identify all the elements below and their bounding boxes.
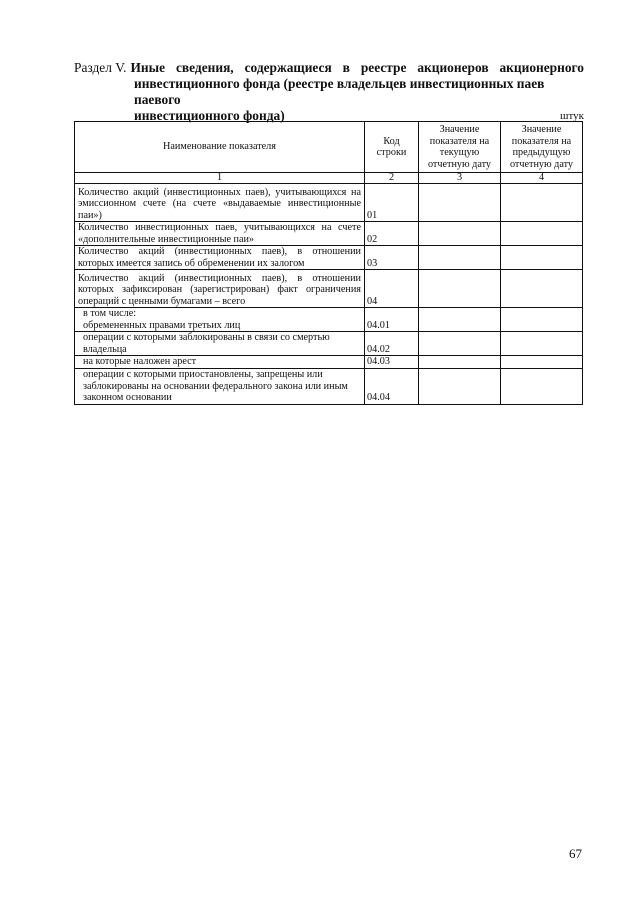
header-code: Код строки <box>365 122 419 173</box>
row-current-value <box>419 222 501 246</box>
row-current-value <box>419 356 501 369</box>
header-current: Значение показателя на текущую отчетную дату <box>419 122 501 173</box>
row-code: 04.03 <box>365 356 419 369</box>
column-number: 3 <box>419 173 501 184</box>
row-name: Количество акций (инвестиционных паев), учитывающихся на эмиссионном счете (на счете «выдаваемые инвестиционные паи») <box>75 184 365 222</box>
column-number: 2 <box>365 173 419 184</box>
header-previous: Значение показателя на предыдущую отчетную дату <box>501 122 583 173</box>
table-row <box>75 308 583 332</box>
page-number: 67 <box>569 846 582 861</box>
row-previous-value <box>501 308 583 332</box>
column-numbers-row <box>75 173 583 184</box>
row-previous-value <box>501 356 583 369</box>
row-previous-value <box>501 246 583 270</box>
row-code: 04.01 <box>365 308 419 332</box>
section-title-line3: инвестиционного фонда) <box>134 108 285 123</box>
section-label: Раздел V. <box>74 60 127 75</box>
row-current-value <box>419 184 501 222</box>
row-code: 04.02 <box>365 332 419 356</box>
row-name: Количество акций (инвестиционных паев), в отношении которых имеется запись об обременении их залогом <box>75 246 365 270</box>
table-row <box>75 332 583 356</box>
row-name: Количество инвестиционных паев, учитывающихся на счете «дополнительные инвестиционные паи» <box>75 222 365 246</box>
table-row <box>75 270 583 308</box>
table-row <box>75 222 583 246</box>
row-code: 04.04 <box>365 368 419 404</box>
header-name: Наименование показателя <box>75 122 365 173</box>
row-name: Количество акций (инвестиционных паев), в отношении которых зафиксирован (зарегистрирован) факт ограничения операций с ценными бумагами – всего <box>75 270 365 308</box>
column-number: 1 <box>75 173 365 184</box>
row-previous-value <box>501 222 583 246</box>
table-row <box>75 356 583 369</box>
row-previous-value <box>501 270 583 308</box>
table-row <box>75 246 583 270</box>
indicators-table <box>74 121 583 405</box>
row-current-value <box>419 246 501 270</box>
row-current-value <box>419 368 501 404</box>
column-number: 4 <box>501 173 583 184</box>
row-previous-value <box>501 332 583 356</box>
table-row <box>75 184 583 222</box>
row-code: 04 <box>365 270 419 308</box>
row-name: на которые наложен арест <box>75 356 365 369</box>
section-title-line2: инвестиционного фонда (реестре владельцев инвестиционных паев паевого <box>134 76 545 107</box>
row-name <box>75 308 365 332</box>
row-name-text: обремененных правами третьих лиц <box>83 319 241 331</box>
row-previous-value <box>501 184 583 222</box>
row-code: 02 <box>365 222 419 246</box>
table-header-row <box>75 122 583 173</box>
row-name-prefix: в том числе: <box>83 308 137 319</box>
row-code: 01 <box>365 184 419 222</box>
row-name: операции с которыми заблокированы в связи со смертью владельца <box>75 332 365 356</box>
unit-label: штук <box>560 110 584 122</box>
row-current-value <box>419 332 501 356</box>
section-heading <box>74 60 584 124</box>
table-row <box>75 368 583 404</box>
row-current-value <box>419 270 501 308</box>
row-code: 03 <box>365 246 419 270</box>
section-title-line1: Иные сведения, содержащиеся в реестре акционеров акционерного <box>130 60 584 75</box>
row-current-value <box>419 308 501 332</box>
row-previous-value <box>501 368 583 404</box>
row-name: операции с которыми приостановлены, запрещены или заблокированы на основании федерального закона или иным законном основании <box>75 368 365 404</box>
